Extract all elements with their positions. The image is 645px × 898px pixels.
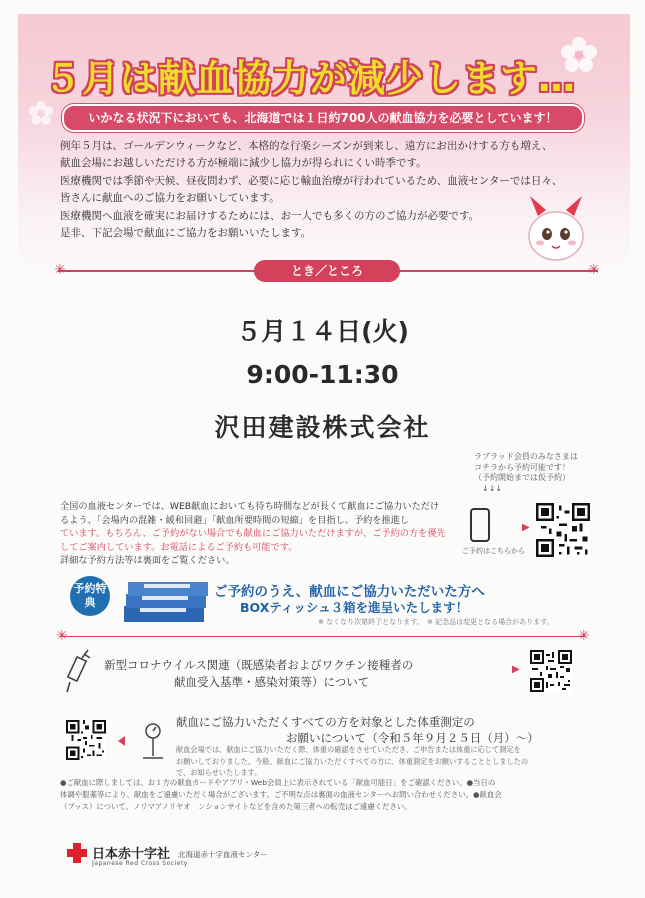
intro-line: 献血会場にお越しいただける方が極端に減少し協力が得られにくい時季です。: [60, 157, 427, 170]
intro-line: 皆さんに献血へのご協力をお願いしています。: [60, 192, 280, 205]
weight-scale-icon: [140, 722, 166, 762]
asterisk-icon: ✳: [588, 262, 600, 278]
intro-line: 医療機関では季節や天候、昼夜問わず、必要に応じ輸血治療が行われているため、血液センターでは日々、: [60, 174, 563, 187]
smartphone-icon: [470, 508, 490, 542]
event-time: 9:00-11:30: [246, 360, 399, 389]
reservation-line: るよう、「会場内の混雑・緩和回避」「献血所要時間の短縮」を目指し、予約を推進し: [60, 514, 410, 526]
reservation-qr-code[interactable]: [536, 503, 590, 557]
org-english-name: Japanese Red Cross Society: [92, 860, 188, 867]
weight-body-line: で、お知らせいたします。: [176, 768, 262, 777]
reservation-line: 詳細な予約方法等は裏面をご覧ください。: [60, 555, 235, 566]
footnote-line: 体調や服薬等により、献血をご遠慮いただく場合がございます。ご不明な点は裏面の血液センターへお問い合わせください。●献血会: [60, 789, 502, 799]
corona-info: [104, 657, 504, 691]
corona-qr-code[interactable]: [530, 650, 572, 692]
weight-title-line: お願いについて（令和５年９月２５日（月）〜）: [286, 731, 539, 745]
weight-body-line: 献血会場では、献血にご協力いただく際、体重の確認をさせていただき、ご申告または体重に応じて測定を: [176, 745, 521, 754]
intro-line: 医療機関へ血液を確実にお届けするためには、お一人でも多くの方のご協力が必要です。: [60, 209, 480, 222]
event-place: 沢田建設株式会社: [214, 413, 431, 442]
corona-line: 新型コロナウイルス関連（既感染者およびワクチン接種者の: [104, 658, 414, 672]
footnote-line: ●ご献血に際しましては、お１方の献血カードやアプリ・Web会員上に表示されている「献血可能日」をご確認ください。●当日の: [60, 778, 496, 787]
section-label-when-where: とき／ところ: [254, 260, 400, 282]
intro-line: 例年５月は、ゴールデンウィークなど、本格的な行楽シーズンが到来し、遠方にお出かけする方も増え、: [60, 140, 553, 152]
footnotes: [60, 777, 600, 812]
reservation-line: してご案内しています。お電話によるご予約も可能です。: [60, 541, 298, 553]
org-name: 日本赤十字社: [92, 847, 171, 862]
red-cross-logo-icon: [66, 842, 88, 864]
subtitle-banner: いかなる状況下においても、北海道では１日約700人の献血協力を必要としています！: [62, 104, 584, 132]
badge-text: 予約特典: [73, 582, 107, 609]
tissue-box-icon: [120, 576, 212, 626]
reservation-bonus-badge: [70, 576, 110, 616]
event-date: ５月１４日(火): [236, 317, 409, 346]
asterisk-icon: ✳: [578, 628, 590, 644]
arrow-right-icon: ▶: [512, 664, 520, 675]
arrow-left-icon: [118, 736, 125, 746]
note-line: コチラから予約可能です！: [474, 462, 570, 472]
corona-line: 献血受入基準・感染対策等）について: [174, 675, 370, 689]
weight-measure-body: [176, 744, 586, 779]
note-line: ↓↓↓: [482, 483, 503, 493]
page-title: ５月は献血協力が減少します…: [44, 57, 576, 100]
reservation-line: 全国の血液センターでは、WEB献血においても待ち時間などが長くて献血にご協力いただけ: [60, 501, 440, 512]
reservation-info: [60, 500, 480, 568]
weight-qr-code[interactable]: [66, 720, 106, 760]
gift-item: BOXティッシュ３箱を進呈いたします！: [240, 600, 469, 615]
footnote-line: （ブッス）について、ノリマアノリヤオ ンションサイトなどを含めた第三者への転売はご遠慮ください。: [60, 801, 412, 811]
syringe-icon: [66, 648, 92, 694]
weight-measure-title: [176, 714, 576, 746]
rapport-member-note: [474, 452, 614, 494]
asterisk-icon: ✳: [54, 262, 66, 278]
section-divider: [60, 636, 586, 637]
gift-note: ※ なくなり次第終了となります。 ※ 記念品は変更となる場合があります。: [318, 618, 554, 626]
weight-body-line: お願いしておりました。今般、献血にご協力いただくすべての方に、体重測定をお願いすることとしましたの: [176, 756, 529, 766]
reservation-line: ています。もちろん、ご予約がない場合でも献血にご協力いただけますが、ご予約の方を優先: [60, 528, 446, 539]
intro-paragraph: [60, 138, 563, 242]
flower-icon: [28, 100, 54, 126]
intro-line: 是非、下記会場で献血にご協力をお願いいたします。: [60, 227, 312, 240]
note-line: （予約開始までは仮予約）: [474, 473, 570, 482]
blood-center-name: 北海道赤十字血液センター: [178, 850, 268, 859]
gift-headline: ご予約のうえ、献血にご協力いただいた方へ: [214, 584, 485, 600]
note-line: ラブラッド会員のみなさまは: [474, 452, 578, 461]
weight-title-line: 献血にご協力いただくすべての方を対象とした体重測定の: [176, 715, 475, 729]
phone-caption: ご予約はこちらから: [462, 547, 525, 555]
mascot-kenketsu-chan-icon: [516, 190, 596, 270]
arrow-right-icon: ▶: [522, 522, 530, 533]
asterisk-icon: ✳: [56, 628, 68, 644]
